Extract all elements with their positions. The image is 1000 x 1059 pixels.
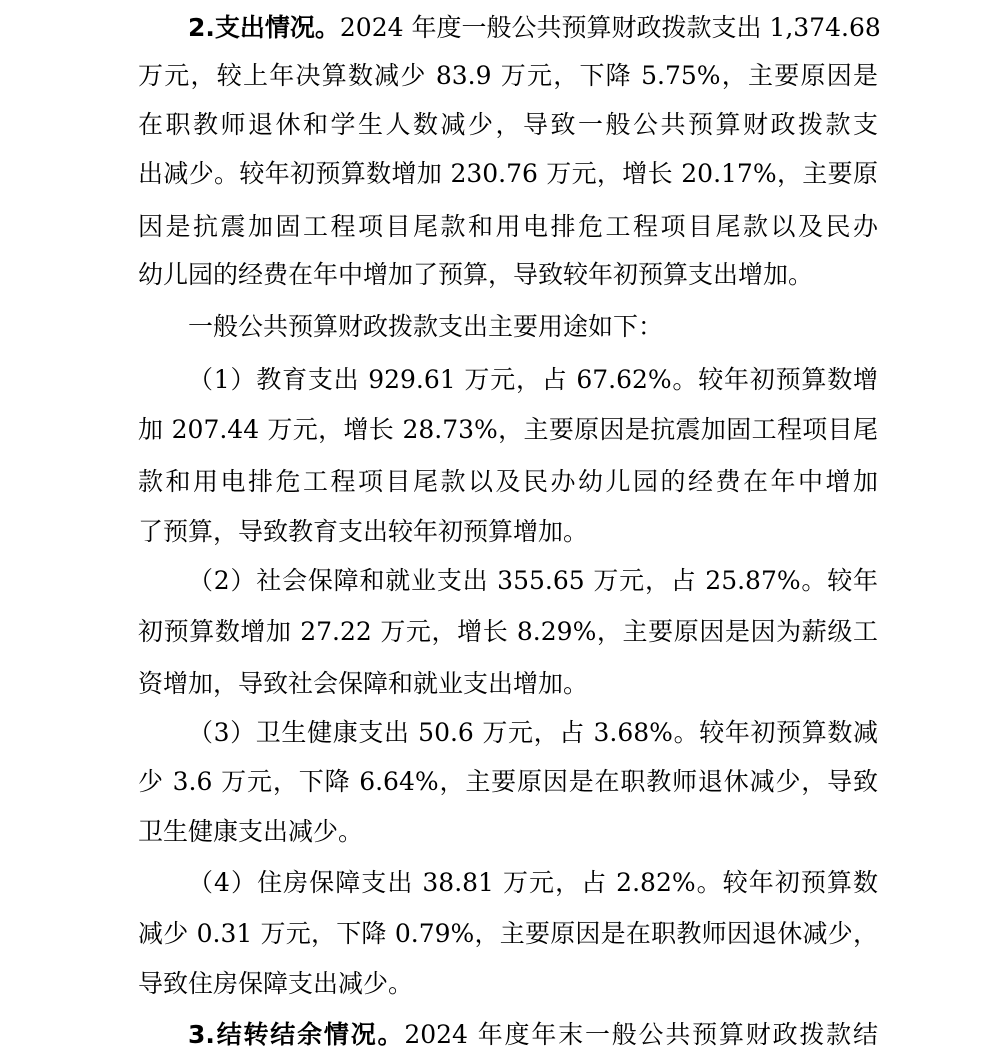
section-2-heading: 2.支出情况。 — [188, 13, 340, 42]
item-1-line-3: 款和用电排危工程项目尾款以及民办幼儿园的经费在年中增加 — [138, 467, 878, 496]
item-3-line-2: 少 3.6 万元，下降 6.64%，主要原因是在职教师退休减少，导致 — [138, 767, 878, 796]
item-1-line-2: 加 207.44 万元，增长 28.73%，主要原因是抗震加固工程项目尾 — [138, 415, 878, 444]
section-2-line-6: 幼儿园的经费在年中增加了预算，导致较年初预算支出增加。 — [138, 260, 814, 289]
item-2-line-2: 初预算数增加 27.22 万元，增长 8.29%，主要原因是因为薪级工 — [138, 617, 878, 646]
section-3-line-1 — [188, 1011, 878, 1059]
section-2-text: 2024 年度一般公共预算财政拨款支出 1,374.68 — [339, 13, 881, 42]
usage-intro: 一般公共预算财政拨款支出主要用途如下： — [188, 312, 664, 341]
item-2-line-3: 资增加，导致社会保障和就业支出增加。 — [138, 669, 589, 698]
item-1-line-1: （1）教育支出 929.61 万元，占 67.62%。较年初预算数增 — [188, 365, 878, 394]
item-4-line-1: （4）住房保障支出 38.81 万元，占 2.82%。较年初预算数 — [188, 868, 878, 897]
section-2-line-5: 因是抗震加固工程项目尾款和用电排危工程项目尾款以及民办 — [138, 212, 878, 241]
item-3-line-1: （3）卫生健康支出 50.6 万元，占 3.68%。较年初预算数减 — [188, 718, 878, 747]
section-2-line-3: 在职教师退休和学生人数减少，导致一般公共预算财政拨款支 — [138, 110, 878, 139]
item-4-line-2: 减少 0.31 万元，下降 0.79%，主要原因是在职教师因退休减少， — [138, 919, 878, 948]
item-2-line-1: （2）社会保障和就业支出 355.65 万元，占 25.87%。较年 — [188, 566, 878, 595]
section-2-line-1 — [188, 4, 881, 52]
item-3-line-3: 卫生健康支出减少。 — [138, 817, 364, 846]
item-1-line-4: 了预算，导致教育支出较年初预算增加。 — [138, 517, 589, 546]
section-2-line-4: 出减少。较年初预算数增加 230.76 万元，增长 20.17%，主要原 — [138, 159, 878, 188]
section-3-text: 2024 年度年末一般公共预算财政拨款结 — [404, 1020, 878, 1049]
section-2-line-2: 万元，较上年决算数减少 83.9 万元，下降 5.75%，主要原因是 — [138, 61, 878, 90]
section-3-heading: 3.结转结余情况。 — [188, 1020, 405, 1049]
item-4-line-3: 导致住房保障支出减少。 — [138, 969, 414, 998]
